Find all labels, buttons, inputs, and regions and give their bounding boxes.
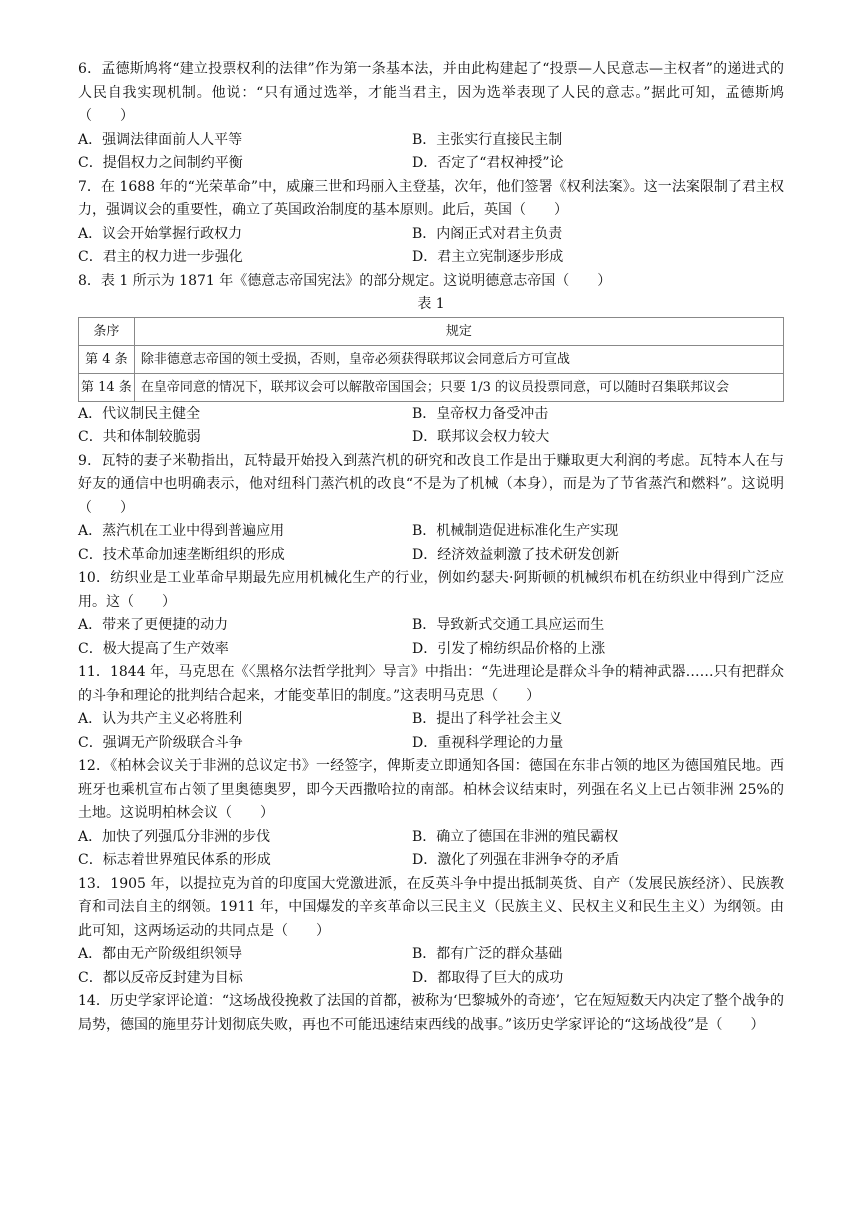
option-c: C．都以反帝反封建为目标 xyxy=(78,969,243,986)
table-cell: 第 14 条 xyxy=(79,373,135,401)
question-stem: 13．1905 年，以提拉克为首的印度国大党激进派，在反英斗争中提出抵制英货、自产（发展民族经济）、民族教育和司法自主的纲领。1911 年，中国爆发的辛亥革命以三民主义（民族主义、民权主义和民生主义）为纲领。由此可知，这两场运动的共同点是（ ） xyxy=(78,875,784,939)
exam-page xyxy=(78,58,784,1037)
question-11 xyxy=(78,661,784,755)
table-cell: 第 4 条 xyxy=(79,345,135,373)
question-stem: 9．瓦特的妻子米勒指出，瓦特最开始投入到蒸汽机的研究和改良工作是出于赚取更大利润的考虑。瓦特本人在与好友的通信中也明确表示，他对纽科门蒸汽机的改良“不是为了机械（本身），而是为了节省蒸汽和燃料”。这说明（ ） xyxy=(78,452,784,516)
option-a: A．议会开始掌握行政权力 xyxy=(78,225,243,242)
option-a: A．加快了列强瓜分非洲的步伐 xyxy=(78,828,271,845)
option-a: A．强调法律面前人人平等 xyxy=(78,131,243,148)
question-stem: 6．孟德斯鸠将“建立投票权利的法律”作为第一条基本法，并由此构建起了“投票—人民意志—主权者”的递进式的人民自我实现机制。他说：“只有通过选举，才能当君主，因为选举表现了人民的意志。”据此可知，孟德斯鸠（ ） xyxy=(78,61,784,124)
option-b: B．导致新式交通工具应运而生 xyxy=(412,617,605,633)
options xyxy=(78,520,784,567)
options xyxy=(78,708,784,755)
question-stem: 12．《柏林会议关于非洲的总议定书》一经签字，俾斯麦立即通知各国：德国在东非占领的地区为德国殖民地。西班牙也乘机宣布占领了里奥德奥罗，即今天西撒哈拉的南部。柏林会议结束时，列强在名义上已占领非洲 25%的土地。这说明柏林会议（ ） xyxy=(78,758,784,821)
question-7 xyxy=(78,176,784,270)
option-b: B．皇帝权力备受冲击 xyxy=(412,405,549,422)
question-9 xyxy=(78,450,784,568)
option-c: C．提倡权力之间制约平衡 xyxy=(78,155,243,171)
options xyxy=(78,614,784,661)
table-header: 规定 xyxy=(134,317,783,345)
option-d: D．激化了列强在非洲争夺的矛盾 xyxy=(412,852,620,868)
option-d: D．引发了棉纺织品价格的上涨 xyxy=(412,640,606,657)
question-8 xyxy=(78,270,784,450)
options xyxy=(78,826,784,873)
options xyxy=(78,403,784,450)
option-a: A．都由无产阶级组织领导 xyxy=(78,946,243,962)
question-stem: 14．历史学家评论道：“这场战役挽救了法国的首都，被称为‘巴黎城外的奇迹’，它在短短数天内决定了整个战争的局势，德国的施里芬计划彻底失败，再也不可能迅速结束西线的战事。”该历史学家评论的“这场战役”是（ ） xyxy=(78,993,784,1033)
constitution-table xyxy=(78,317,784,402)
option-a: A．蒸汽机在工业中得到普遍应用 xyxy=(78,523,285,539)
question-13 xyxy=(78,873,784,991)
options xyxy=(78,943,784,990)
option-d: D．经济效益刺激了技术研发创新 xyxy=(412,546,620,563)
table-row xyxy=(79,373,784,401)
table-header-row xyxy=(79,317,784,345)
table-cell: 除非德意志帝国的领土受损，否则，皇帝必须获得联邦议会同意后方可宣战 xyxy=(134,345,783,373)
option-b: B．主张实行直接民主制 xyxy=(412,131,563,148)
option-b: B．确立了德国在非洲的殖民霸权 xyxy=(412,828,619,845)
option-b: B．提出了科学社会主义 xyxy=(412,711,563,727)
options xyxy=(78,223,784,270)
option-b: B．机械制造促进标准化生产实现 xyxy=(412,523,619,539)
option-a: A．代议制民主健全 xyxy=(78,405,201,422)
option-d: D．重视科学理论的力量 xyxy=(412,734,564,751)
option-b: B．内阁正式对君主负责 xyxy=(412,225,563,242)
table-header: 条序 xyxy=(79,317,135,345)
option-a: A．认为共产主义必将胜利 xyxy=(78,711,243,727)
option-c: C．技术革命加速垄断组织的形成 xyxy=(78,546,285,563)
table-caption: 表 1 xyxy=(417,296,445,312)
option-d: D．联邦议会权力较大 xyxy=(412,429,550,445)
options xyxy=(78,129,784,176)
question-6 xyxy=(78,58,784,176)
option-d: D．否定了“君权神授”论 xyxy=(412,155,564,171)
option-b: B．都有广泛的群众基础 xyxy=(412,946,563,962)
option-c: C．标志着世界殖民体系的形成 xyxy=(78,852,271,868)
question-12 xyxy=(78,755,784,873)
question-14 xyxy=(78,990,784,1037)
option-d: D．君主立宪制逐步形成 xyxy=(412,249,564,265)
option-c: C．君主的权力进一步强化 xyxy=(78,249,243,265)
table-row xyxy=(79,345,784,373)
question-stem: 7．在 1688 年的“光荣革命”中，威廉三世和玛丽入主登基，次年，他们签署《权利法案》。这一法案限制了君主权力，强调议会的重要性，确立了英国政治制度的基本原则。此后，英国（ ） xyxy=(78,178,784,218)
option-a: A．带来了更便捷的动力 xyxy=(78,617,229,633)
option-c: C．极大提高了生产效率 xyxy=(78,640,229,657)
option-d: D．都取得了巨大的成功 xyxy=(412,969,564,986)
table-cell: 在皇帝同意的情况下，联邦议会可以解散帝国国会；只要 1/3 的议员投票同意，可以随时召集联邦议会 xyxy=(134,373,783,401)
option-c: C．共和体制较脆弱 xyxy=(78,429,201,445)
question-stem: 10．纺织业是工业革命早期最先应用机械化生产的行业，例如约瑟夫·阿斯顿的机械织布机在纺织业中得到广泛应用。这（ ） xyxy=(78,570,784,610)
question-stem: 8．表 1 所示为 1871 年《德意志帝国宪法》的部分规定。这说明德意志帝国（ ） xyxy=(78,272,612,289)
question-10 xyxy=(78,567,784,661)
option-c: C．强调无产阶级联合斗争 xyxy=(78,734,243,751)
question-stem: 11．1844 年，马克思在《〈黑格尔法哲学批判〉导言》中指出：“先进理论是群众斗争的精神武器……只有把群众的斗争和理论的批判结合起来，才能变革旧的制度。”这表明马克思（ ） xyxy=(78,664,784,704)
